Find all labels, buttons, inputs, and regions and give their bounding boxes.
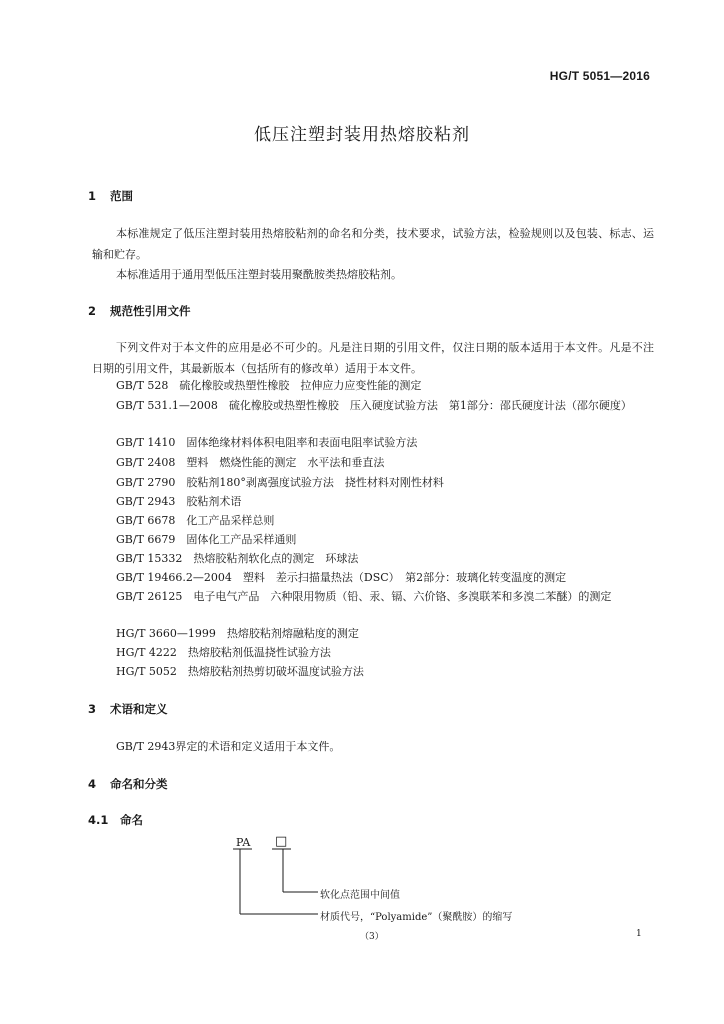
reference-item: HG/T 5052 热熔胶粘剂热剪切破坏温度试验方法: [116, 665, 364, 678]
section-number: 4.1: [88, 813, 109, 827]
softening-point-placeholder: □: [275, 834, 288, 849]
reference-item: GB/T 531.1—2008 硫化橡胶或热塑性橡胶 压入硬度试验方法 第1部分：邵氏硬度计法（邵尔硬度）: [116, 399, 632, 412]
reference-item: GB/T 1410 固体绝缘材料体积电阻率和表面电阻率试验方法: [116, 436, 418, 449]
references-intro: 下列文件对于本文件的应用是必不可少的。凡是注日期的引用文件，仅注日期的版本适用于本文件。凡是不注日期的引用文件，其最新版本（包括所有的修改单）适用于本文件。: [92, 341, 654, 375]
reference-item: GB/T 2408 塑料 燃烧性能的测定 水平法和垂直法: [116, 456, 385, 469]
reference-item: GB/T 6679 固体化工产品采样通则: [116, 533, 297, 546]
section-title: 命名和分类: [110, 777, 168, 791]
section-title: 命名: [120, 813, 143, 827]
reference-item: HG/T 4222 热熔胶粘剂低温挠性试验方法: [116, 646, 331, 659]
reference-item: HG/T 3660—1999 热熔胶粘剂熔融粘度的测定: [116, 627, 359, 640]
footer-mark: （3）: [360, 932, 384, 942]
section-number: 4: [88, 777, 97, 791]
section-number: 3: [88, 702, 97, 716]
reference-item: GB/T 19466.2—2004 塑料 差示扫描量热法（DSC） 第2部分：玻璃化转变温度的测定: [116, 571, 567, 584]
reference-item: GB/T 2943 胶粘剂术语: [116, 495, 242, 508]
reference-item: GB/T 6678 化工产品采样总则: [116, 514, 275, 527]
document-title: 低压注塑封装用热熔胶粘剂: [254, 125, 470, 145]
section-title: 范围: [110, 189, 133, 203]
reference-item: GB/T 2790 胶粘剂180°剥离强度试验方法 挠性材料对刚性材料: [116, 476, 444, 489]
reference-item: GB/T 528 硫化橡胶或热塑性橡胶 拉伸应力应变性能的测定: [116, 379, 422, 392]
section-number: 2: [88, 304, 97, 318]
scope-paragraph-1: 本标准规定了低压注塑封装用热熔胶粘剂的命名和分类，技术要求，试验方法，检验规则以及包装、标志、运输和贮存。: [92, 227, 654, 261]
terms-paragraph: GB/T 2943界定的术语和定义适用于本文件。: [116, 740, 341, 753]
section-title: 术语和定义: [110, 702, 168, 716]
reference-item: GB/T 15332 热熔胶粘剂软化点的测定 环球法: [116, 552, 359, 565]
material-code-label: 材质代号，“Polyamide”（聚酰胺）的缩写: [320, 912, 513, 923]
section-title: 规范性引用文件: [110, 304, 191, 318]
scope-paragraph-2: 本标准适用于通用型低压注塑封装用聚酰胺类热熔胶粘剂。: [116, 268, 402, 281]
page-number: 1: [636, 929, 642, 939]
reference-item: GB/T 26125 电子电气产品 六种限用物质（铅、汞、镉、六价铬、多溴联苯和多溴二苯醚）的测定: [116, 590, 612, 603]
material-code: PA: [236, 836, 251, 849]
section-number: 1: [88, 189, 97, 203]
softening-point-label: 软化点范围中间值: [320, 890, 400, 901]
standard-number: HG/T 5051—2016: [549, 69, 650, 83]
